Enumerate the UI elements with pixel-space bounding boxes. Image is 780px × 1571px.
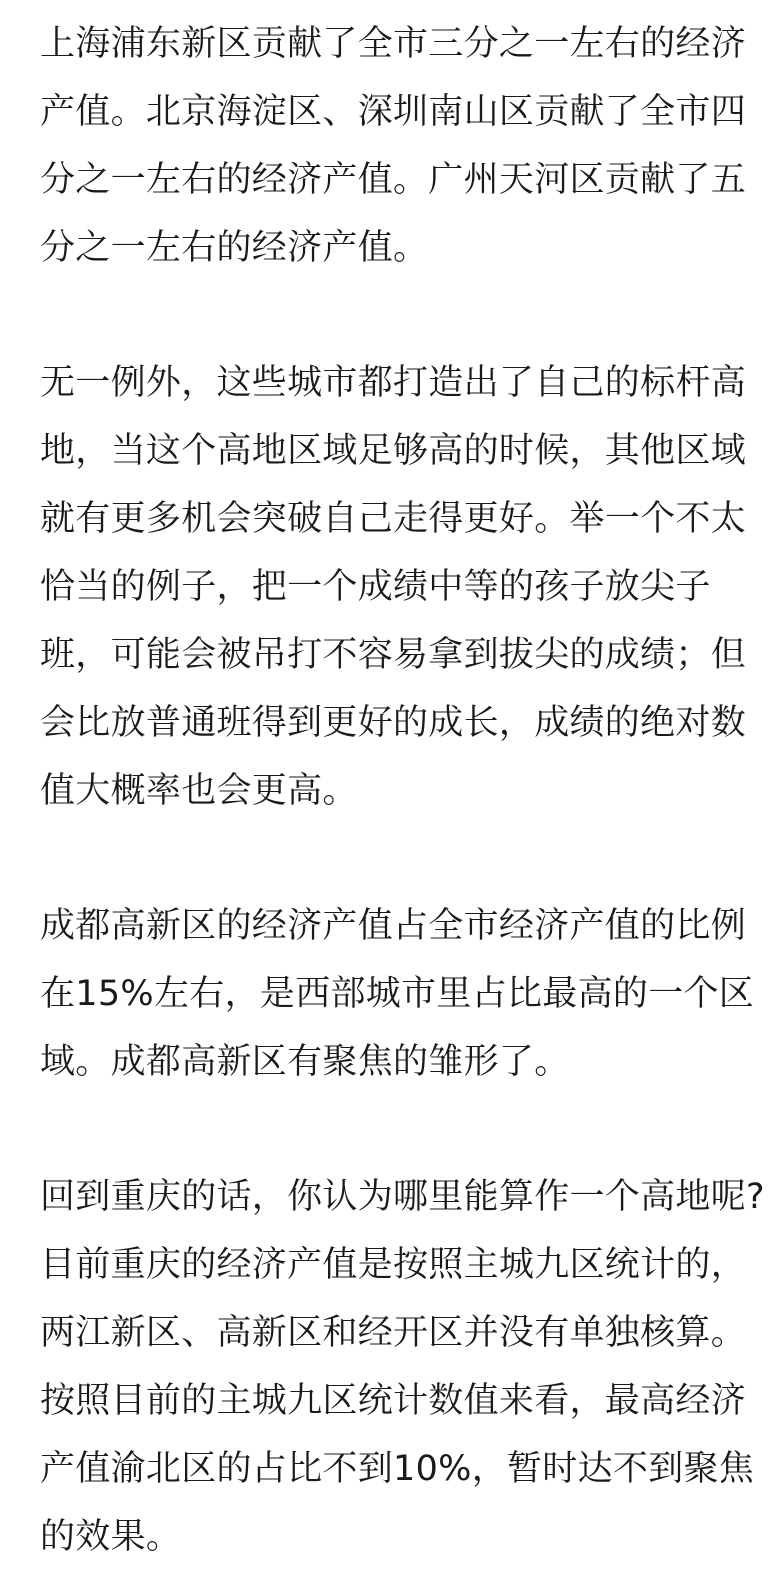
text-line: 无一例外，这些城市都打造出了自己的标杆高 bbox=[40, 363, 747, 403]
paragraph-1 bbox=[40, 10, 747, 282]
text-line: 成都高新区的经济产值占全市经济产值的比例 bbox=[40, 906, 747, 946]
paragraph-gap bbox=[40, 282, 744, 349]
text-line: 回到重庆的话，你认为哪里能算作一个高地呢? bbox=[40, 1177, 765, 1217]
text-line: 恰当的例子，把一个成绩中等的孩子放尖子 bbox=[40, 567, 711, 607]
text-line: 值大概率也会更高。 bbox=[40, 771, 358, 811]
text-line: 的效果。 bbox=[40, 1517, 182, 1557]
paragraph-3 bbox=[40, 892, 755, 1096]
text-line: 按照目前的主城九区统计数值来看，最高经济 bbox=[40, 1381, 747, 1421]
text-line: 分之一左右的经济产值。 bbox=[40, 228, 429, 268]
text-line: 班，可能会被吊打不容易拿到拔尖的成绩；但 bbox=[40, 635, 747, 675]
paragraph-gap bbox=[40, 825, 744, 892]
text-line: 会比放普通班得到更好的成长，成绩的绝对数 bbox=[40, 703, 747, 743]
paragraph-gap bbox=[40, 1096, 744, 1163]
text-line: 地，当这个高地区域足够高的时候，其他区域 bbox=[40, 431, 747, 471]
text-line: 产值。北京海淀区、深圳南山区贡献了全市四 bbox=[40, 92, 747, 132]
paragraph-2 bbox=[40, 349, 747, 825]
text-line: 上海浦东新区贡献了全市三分之一左右的经济 bbox=[40, 24, 747, 64]
text-line: 目前重庆的经济产值是按照主城九区统计的， bbox=[40, 1245, 747, 1285]
text-line: 分之一左右的经济产值。广州天河区贡献了五 bbox=[40, 160, 747, 200]
paragraph-4 bbox=[40, 1163, 765, 1571]
text-line: 域。成都高新区有聚焦的雏形了。 bbox=[40, 1042, 570, 1082]
text-line: 产值渝北区的占比不到10%，暂时达不到聚焦 bbox=[40, 1449, 755, 1489]
article-body bbox=[40, 10, 765, 1571]
text-line: 在15%左右，是西部城市里占比最高的一个区 bbox=[40, 974, 755, 1014]
text-line: 两江新区、高新区和经开区并没有单独核算。 bbox=[40, 1313, 747, 1353]
text-line: 就有更多机会突破自己走得更好。举一个不太 bbox=[40, 499, 747, 539]
